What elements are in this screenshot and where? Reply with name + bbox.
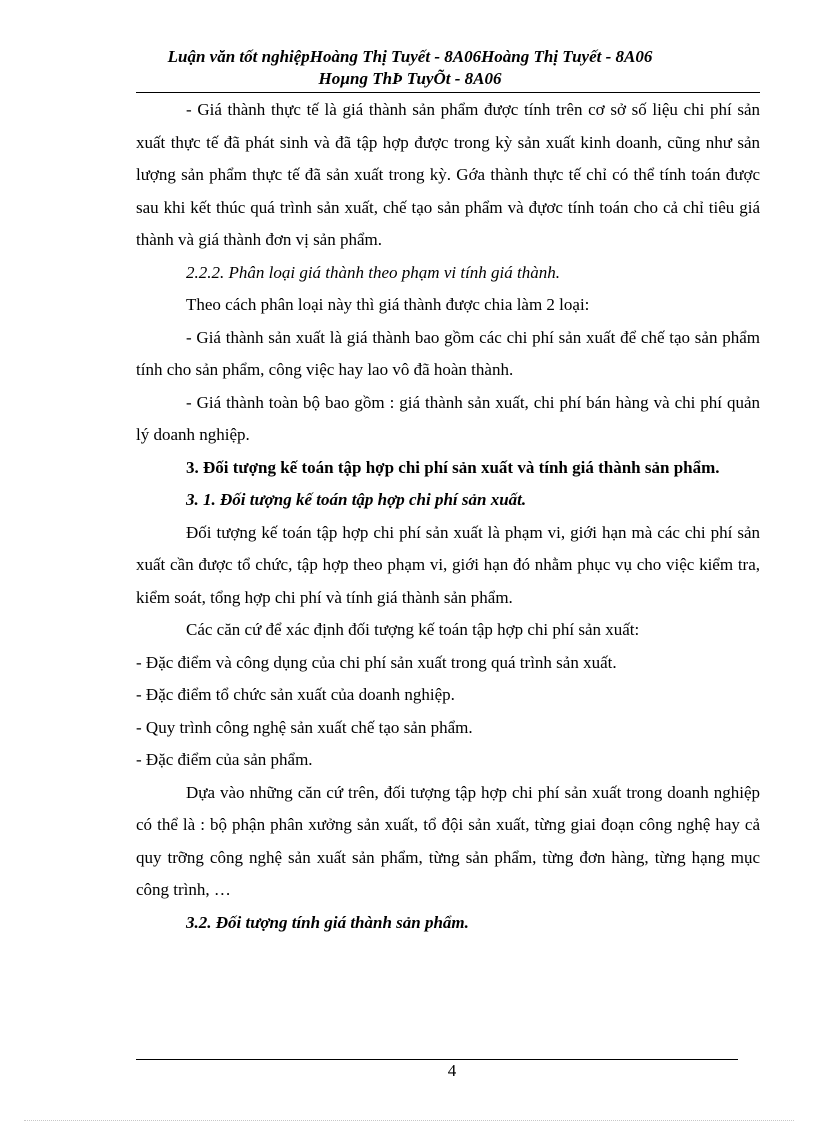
paragraph-production-cost: - Giá thành sản xuất là giá thành bao gồm các chi phí sản xuất để chế tạo sản phẩm tính cho sản phẩm, công việc hay lao vô đã hoàn thành. [136, 327, 760, 379]
list-item-1: - Đặc điểm và công dụng của chi phí sản xuất trong quá trình sản xuất. [136, 652, 617, 672]
subheading-3-2: 3.2. Đối tượng tính giá thành sản phẩm. [186, 912, 469, 932]
list-item-2: - Đặc điểm tổ chức sản xuất của doanh nghiệp. [136, 685, 455, 704]
paragraph-based-on: Dựa vào những căn cứ trên, đối tượng tập hợp chi phí sản xuất trong doanh nghiệp có thể là : bộ phận phân xưởng sản xuất, tổ đội sản xuất, từng giai đoạn công nghệ hay cả quy trỡng công nghệ sản xuất sản phẩm, từng sản phẩm, từng đơn hàng, từng hạng mục công trình, … [136, 782, 760, 899]
page-number: 4 [447, 1061, 457, 1080]
page-bottom-border [24, 1120, 794, 1121]
subheading-3-1: 3. 1. Đối tượng kế toán tập hợp chi phí sản xuất. [186, 490, 527, 509]
heading-section-3: 3. Đối tượng kế toán tập hợp chi phí sản xuất và tính giá thành sản phẩm. [186, 457, 720, 477]
header-line-2: Hoµng ThÞ TuyÕt - 8A06 [318, 69, 502, 88]
footer-divider [136, 1059, 738, 1060]
page-header [120, 46, 700, 90]
document-body [136, 94, 760, 939]
paragraph-cost-object: Đối tượng kế toán tập hợp chi phí sản xuất là phạm vi, giới hạn mà các chi phí sản xuất cần được tổ chức, tập hợp theo phạm vi, giới hạn đó nhằm phục vụ cho việc kiểm tra, kiểm soát, tổng hợp chi phí và tính giá thành sản phẩm. [136, 522, 760, 607]
list-item-3: - Quy trình công nghệ sản xuất chế tạo sản phẩm. [136, 717, 473, 737]
header-line-1: Luận văn tốt nghiệpHoàng Thị Tuyết - 8A06Hoàng Thị Tuyết - 8A06 [167, 47, 653, 66]
subheading-2-2-2: 2.2.2. Phân loại giá thành theo phạm vi tính giá thành. [186, 262, 560, 282]
paragraph-criteria: Các căn cứ để xác định đối tượng kế toán tập hợp chi phí sản xuất: [186, 620, 640, 639]
paragraph-total-cost: - Giá thành toàn bộ bao gồm : giá thành sản xuất, chi phí bán hàng và chi phí quản lý doanh nghiệp. [136, 392, 760, 444]
paragraph-classification: Theo cách phân loại này thì giá thành được chia làm 2 loại: [186, 295, 590, 314]
paragraph-actual-cost: - Giá thành thực tế là giá thành sản phẩm được tính trên cơ sở số liệu chi phí sản xuất thực tế đã phát sinh và đã tập hợp được trong kỳ sản xuất kinh doanh, cũng như sản lượng sản phẩm thực tế đã sản xuất trong kỳ. Gớa thành thực tế chỉ có thể tính toán được sau khi kết thúc quá trình sản xuất, chế tạo sản phẩm và đựơc tính toán cho cả chỉ tiêu giá thành và giá thành đơn vị sản phẩm. [136, 100, 760, 249]
header-divider [136, 92, 760, 93]
list-item-4: - Đặc điểm của sản phẩm. [136, 750, 313, 769]
